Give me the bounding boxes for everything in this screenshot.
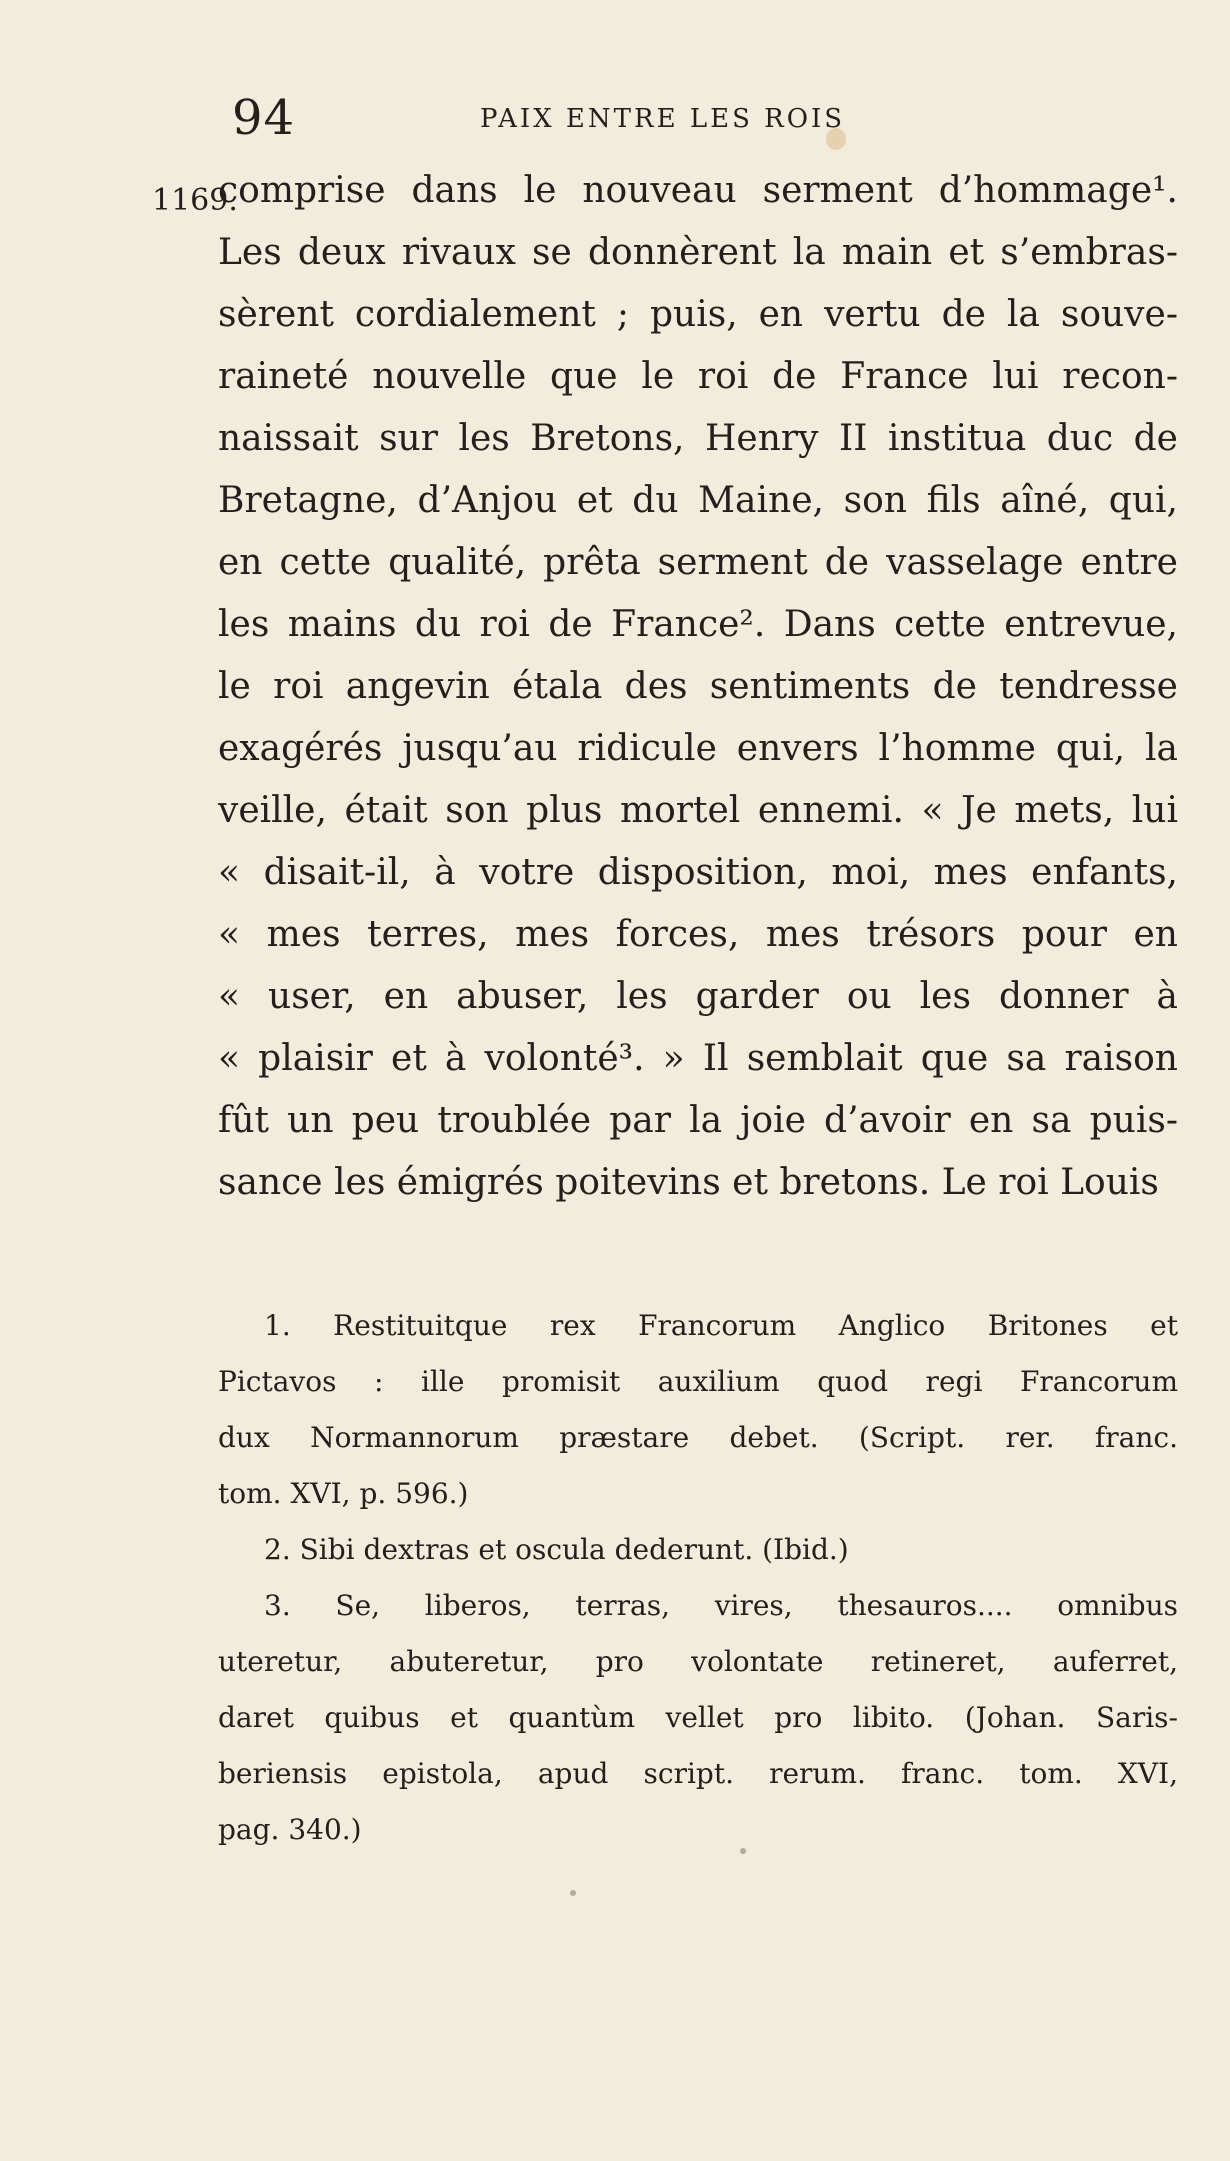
text-line: « disait-il, à votre disposition, moi, mes enfants, [218, 852, 1178, 893]
footnotes [218, 1298, 1178, 1858]
text-line: « mes terres, mes forces, mes trésors pour en [218, 914, 1178, 955]
footnote-line: 2. Sibi dextras et oscula dederunt. (Ibid.) [264, 1533, 849, 1566]
text-line: naissait sur les Bretons, Henry II institua duc de [218, 418, 1178, 459]
footnote-line: daret quibus et quantùm vellet pro libito. (Johan. Saris- [218, 1701, 1178, 1734]
text-line: « plaisir et à volonté³. » Il semblait que sa raison [218, 1038, 1178, 1079]
footnote-line: dux Normannorum præstare debet. (Script. rer. franc. [218, 1421, 1178, 1454]
footnote-line: beriensis epistola, apud script. rerum. franc. tom. XVI, [218, 1757, 1178, 1790]
text-line: Bretagne, d’Anjou et du Maine, son fils aîné, qui, [218, 480, 1178, 521]
footnote-line: uteretur, abuteretur, pro volontate retineret, auferret, [218, 1645, 1178, 1678]
footnote-line: Pictavos : ille promisit auxilium quod regi Francorum [218, 1365, 1178, 1398]
body-text [218, 160, 1178, 1214]
text-line: raineté nouvelle que le roi de France lui recon- [218, 356, 1178, 397]
margin-year: 1169. [152, 183, 238, 218]
text-line: sèrent cordialement ; puis, en vertu de la souve- [218, 294, 1178, 335]
text-line: comprise dans le nouveau serment d’hommage¹. [218, 170, 1178, 211]
text-line: fût un peu troublée par la joie d’avoir en sa puis- [218, 1100, 1178, 1141]
text-line: veille, était son plus mortel ennemi. « Je mets, lui [218, 790, 1178, 831]
text-line: en cette qualité, prêta serment de vasselage entre [218, 542, 1178, 583]
text-line: sance les émigrés poitevins et bretons. Le roi Louis [218, 1162, 1159, 1203]
text-line: le roi angevin étala des sentiments de tendresse [218, 666, 1178, 707]
paper-speck [570, 1890, 576, 1896]
page-number: 94 [232, 90, 296, 146]
footnote-line: tom. XVI, p. 596.) [218, 1477, 469, 1510]
running-head: PAIX ENTRE LES ROIS [480, 104, 846, 134]
footnote-line: 3. Se, liberos, terras, vires, thesauros.... omnibus [264, 1589, 1178, 1622]
text-line: les mains du roi de France². Dans cette entrevue, [218, 604, 1178, 645]
text-line: « user, en abuser, les garder ou les donner à [218, 976, 1178, 1017]
text-line: Les deux rivaux se donnèrent la main et s’embras- [218, 232, 1178, 273]
footnote-line: 1. Restituitque rex Francorum Anglico Britones et [264, 1309, 1178, 1342]
footnote-line: pag. 340.) [218, 1813, 362, 1846]
text-line: exagérés jusqu’au ridicule envers l’homme qui, la [218, 728, 1178, 769]
